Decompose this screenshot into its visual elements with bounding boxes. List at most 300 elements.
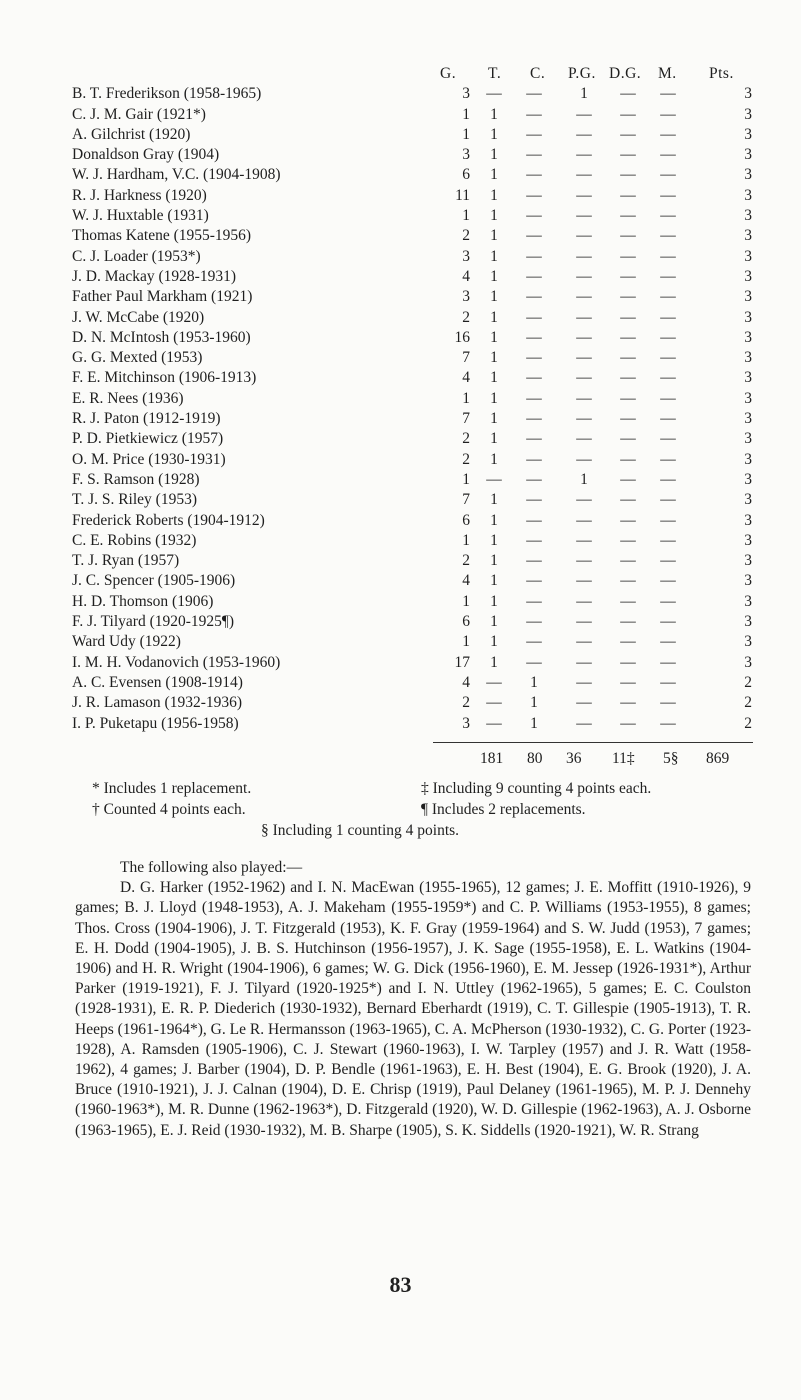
stat-t: 1 <box>490 491 498 509</box>
stat-dg: — <box>620 308 636 326</box>
stat-t: 1 <box>490 125 498 143</box>
table-row <box>72 429 762 449</box>
stat-pts: 3 <box>744 613 752 631</box>
player-name: G. G. Mexted (1953) <box>72 349 203 367</box>
table-row <box>72 592 762 612</box>
stat-c: — <box>526 613 542 631</box>
table-row <box>72 348 762 368</box>
player-name: O. M. Price (1930-1931) <box>72 450 226 468</box>
stat-m: — <box>660 349 676 367</box>
stat-dg: — <box>620 105 636 123</box>
stat-c: — <box>526 491 542 509</box>
stat-dg: — <box>620 592 636 610</box>
table-body <box>72 84 762 734</box>
stat-g: 2 <box>462 552 470 570</box>
stat-m: — <box>660 105 676 123</box>
player-name: D. N. McIntosh (1953-1960) <box>72 328 251 346</box>
stat-dg: — <box>620 410 636 428</box>
stat-pg: — <box>576 410 592 428</box>
stat-g: 1 <box>462 389 470 407</box>
stat-m: — <box>660 694 676 712</box>
stat-dg: — <box>620 491 636 509</box>
stat-pg: — <box>576 552 592 570</box>
player-name: Father Paul Markham (1921) <box>72 288 253 306</box>
stat-c: — <box>526 389 542 407</box>
table-row <box>72 531 762 551</box>
player-name: Donaldson Gray (1904) <box>72 146 220 164</box>
stat-t: 1 <box>490 450 498 468</box>
stat-m: — <box>660 125 676 143</box>
stat-pg: — <box>576 694 592 712</box>
stat-pts: 3 <box>744 491 752 509</box>
stat-g: 4 <box>462 673 470 691</box>
stat-t: 1 <box>490 186 498 204</box>
player-stats-table <box>72 64 762 734</box>
stat-pts: 3 <box>744 369 752 387</box>
stat-c: 1 <box>530 714 538 732</box>
stat-m: — <box>660 166 676 184</box>
table-row <box>72 490 762 510</box>
table-row <box>72 308 762 328</box>
stat-pg: — <box>576 186 592 204</box>
stat-g: 3 <box>462 247 470 265</box>
stat-g: 3 <box>462 714 470 732</box>
stat-dg: — <box>620 653 636 671</box>
stat-pg: — <box>576 430 592 448</box>
stat-pts: 3 <box>744 430 752 448</box>
player-name: H. D. Thomson (1906) <box>72 592 214 610</box>
stat-g: 3 <box>462 288 470 306</box>
stat-t: 1 <box>490 227 498 245</box>
stat-g: 6 <box>462 166 470 184</box>
stat-pts: 3 <box>744 85 752 103</box>
stat-pts: 3 <box>744 186 752 204</box>
col-header-pg: P.G. <box>568 65 596 82</box>
player-name: P. D. Pietkiewicz (1957) <box>72 430 224 448</box>
stat-g: 6 <box>462 511 470 529</box>
stat-dg: — <box>620 511 636 529</box>
stat-pts: 3 <box>744 511 752 529</box>
table-row <box>72 206 762 226</box>
stat-g: 2 <box>462 450 470 468</box>
stat-t: 1 <box>490 166 498 184</box>
table-row <box>72 673 762 693</box>
stat-t: 1 <box>490 389 498 407</box>
player-name: R. J. Harkness (1920) <box>72 186 207 204</box>
stat-g: 1 <box>462 125 470 143</box>
stat-t: — <box>486 85 502 103</box>
stat-m: — <box>660 613 676 631</box>
stat-c: — <box>526 470 542 488</box>
stat-m: — <box>660 592 676 610</box>
stat-m: — <box>660 207 676 225</box>
footnote-ddagger: ‡ Including 9 counting 4 points each. <box>421 780 652 797</box>
stat-m: — <box>660 552 676 570</box>
stat-dg: — <box>620 714 636 732</box>
also-played-section <box>75 858 751 1141</box>
table-row <box>72 571 762 591</box>
stat-t: 1 <box>490 531 498 549</box>
stat-g: 2 <box>462 694 470 712</box>
stat-pts: 3 <box>744 227 752 245</box>
stat-g: 4 <box>462 267 470 285</box>
stat-t: 1 <box>490 552 498 570</box>
stat-dg: — <box>620 227 636 245</box>
stat-c: — <box>526 125 542 143</box>
stat-m: — <box>660 511 676 529</box>
stat-dg: — <box>620 450 636 468</box>
stat-pts: 3 <box>744 410 752 428</box>
total-pg: 36 <box>566 750 582 767</box>
stat-pg: — <box>576 633 592 651</box>
stat-c: — <box>526 369 542 387</box>
table-row <box>72 612 762 632</box>
stat-pg: — <box>576 389 592 407</box>
stat-m: — <box>660 653 676 671</box>
stat-t: 1 <box>490 369 498 387</box>
table-row <box>72 409 762 429</box>
stat-dg: — <box>620 552 636 570</box>
stat-t: 1 <box>490 308 498 326</box>
stat-pts: 3 <box>744 572 752 590</box>
stat-pg: — <box>576 207 592 225</box>
player-name: C. E. Robins (1932) <box>72 531 197 549</box>
stat-dg: — <box>620 267 636 285</box>
stat-pg: — <box>576 511 592 529</box>
stat-g: 7 <box>462 349 470 367</box>
stat-dg: — <box>620 531 636 549</box>
stat-pts: 3 <box>744 470 752 488</box>
stat-c: — <box>526 430 542 448</box>
stat-pts: 3 <box>744 349 752 367</box>
player-name: T. J. S. Riley (1953) <box>72 491 197 509</box>
stat-dg: — <box>620 186 636 204</box>
player-name: W. J. Huxtable (1931) <box>72 207 209 225</box>
also-played-text: D. G. Harker (1952-1962) and I. N. MacEwan (1955-1965), 12 games; J. E. Moffitt (1910-1926), 9 games; B. J. Lloyd (1948-1953), A. J. Makeham (1955-1959*) and C. P. Williams (1953-1955), 8 games; Thos. Cross (1904-1906), J. T. Fitzgerald (1953), K. F. Gray (1959-1964) and S. W. Judd (1953), 7 games; E. H. Dodd (1904-1905), J. B. S. Hutchinson (1956-1957), J. K. Sage (1955-1958), E. L. Watkins (1904-1906) and H. R. Wright (1904-1906), 6 games; W. G. Dick (1956-1960), E. M. Jessep (1926-1931*), Arthur Parker (1919-1921), F. J. Tilyard (1920-1925*) and I. N. Uttley (1962-1965), 5 games; E. C. Coulston (1928-1931), E. R. P. Diederich (1930-1932), Bernard Eberhardt (1919), C. T. Gillespie (1905-1913), T. R. Heeps (1961-1964*), G. Le R. Hermansson (1963-1965), C. A. McPherson (1930-1932), C. G. Porter (1923-1928), A. Ramsden (1905-1906), C. J. Stewart (1960-1963), I. W. Tarpley (1957) and J. R. Watt (1958-1962), 4 games; J. Barber (1904), D. P. Bendle (1961-1963), E. H. Best (1904), E. G. Brook (1920), J. A. Bruce (1910-1921), J. J. Calnan (1904), D. E. Chrisp (1919), Paul Delaney (1961-1965), M. P. J. Dennehy (1960-1963*), M. R. Dunne (1962-1963*), D. Fitzgerald (1920), W. D. Gillespie (1962-1963), A. J. Osborne (1963-1965), E. J. Reid (1930-1932), M. B. Sharpe (1905), S. K. Siddells (1920-1921), W. R. Strang <box>75 879 751 1139</box>
stat-pg: — <box>576 450 592 468</box>
stat-t: 1 <box>490 105 498 123</box>
stat-m: — <box>660 328 676 346</box>
total-m: 5§ <box>663 750 679 767</box>
stat-pts: 3 <box>744 552 752 570</box>
player-name: F. E. Mitchinson (1906-1913) <box>72 369 257 387</box>
stat-pg: — <box>576 592 592 610</box>
stat-dg: — <box>620 633 636 651</box>
stat-pts: 3 <box>744 389 752 407</box>
stat-g: 17 <box>454 653 470 671</box>
stat-m: — <box>660 146 676 164</box>
stat-g: 4 <box>462 369 470 387</box>
player-name: I. M. H. Vodanovich (1953-1960) <box>72 653 281 671</box>
player-name: Thomas Katene (1955-1956) <box>72 227 252 245</box>
stat-m: — <box>660 450 676 468</box>
stat-m: — <box>660 227 676 245</box>
stat-m: — <box>660 531 676 549</box>
stat-g: 16 <box>454 328 470 346</box>
stat-c: — <box>526 308 542 326</box>
stat-pg: — <box>576 349 592 367</box>
stat-dg: — <box>620 470 636 488</box>
stat-pts: 3 <box>744 247 752 265</box>
stat-g: 1 <box>462 470 470 488</box>
stat-dg: — <box>620 328 636 346</box>
stat-c: — <box>526 572 542 590</box>
player-name: R. J. Paton (1912-1919) <box>72 410 221 428</box>
total-dg: 11‡ <box>612 750 635 767</box>
stat-pg: — <box>576 328 592 346</box>
stat-pg: — <box>576 572 592 590</box>
col-header-c: C. <box>530 65 546 82</box>
footnote-star: * Includes 1 replacement. <box>92 780 252 797</box>
player-name: E. R. Nees (1936) <box>72 389 184 407</box>
player-name: C. J. Loader (1953*) <box>72 247 201 265</box>
table-row <box>72 165 762 185</box>
stat-t: — <box>486 714 502 732</box>
stat-t: 1 <box>490 653 498 671</box>
table-row <box>72 653 762 673</box>
table-row <box>72 145 762 165</box>
stat-g: 1 <box>462 105 470 123</box>
col-header-m: M. <box>658 65 677 82</box>
table-row <box>72 226 762 246</box>
stat-g: 1 <box>462 531 470 549</box>
stat-m: — <box>660 308 676 326</box>
also-played-intro: The following also played:— <box>120 859 303 876</box>
stat-m: — <box>660 673 676 691</box>
stat-m: — <box>660 389 676 407</box>
player-name: J. C. Spencer (1905-1906) <box>72 572 236 590</box>
stat-c: — <box>526 247 542 265</box>
table-header <box>72 64 762 84</box>
stat-pts: 3 <box>744 653 752 671</box>
player-name: W. J. Hardham, V.C. (1904-1908) <box>72 166 281 184</box>
footnote-pilcrow: ¶ Includes 2 replacements. <box>421 801 586 818</box>
stat-t: — <box>486 470 502 488</box>
table-row <box>72 389 762 409</box>
table-row <box>72 247 762 267</box>
table-row <box>72 186 762 206</box>
stat-g: 2 <box>462 227 470 245</box>
stat-t: 1 <box>490 349 498 367</box>
stat-m: — <box>660 247 676 265</box>
stat-g: 1 <box>462 207 470 225</box>
table-row <box>72 632 762 652</box>
stat-m: — <box>660 85 676 103</box>
stat-dg: — <box>620 389 636 407</box>
stat-pg: — <box>576 267 592 285</box>
stat-pts: 3 <box>744 166 752 184</box>
stat-g: 7 <box>462 491 470 509</box>
stat-pts: 3 <box>744 633 752 651</box>
stat-pts: 3 <box>744 288 752 306</box>
stat-pg: — <box>576 166 592 184</box>
col-header-g: G. <box>440 65 457 82</box>
stat-c: — <box>526 531 542 549</box>
stat-pts: 3 <box>744 207 752 225</box>
stat-g: 2 <box>462 430 470 448</box>
stat-c: — <box>526 552 542 570</box>
stat-dg: — <box>620 694 636 712</box>
player-name: J. D. Mackay (1928-1931) <box>72 267 237 285</box>
stat-pts: 2 <box>744 673 752 691</box>
col-header-dg: D.G. <box>609 65 642 82</box>
stat-g: 7 <box>462 410 470 428</box>
stat-dg: — <box>620 288 636 306</box>
footnote-dagger: † Counted 4 points each. <box>92 801 246 818</box>
stat-c: — <box>526 166 542 184</box>
stat-g: 4 <box>462 572 470 590</box>
stat-pts: 3 <box>744 531 752 549</box>
stat-dg: — <box>620 369 636 387</box>
stat-pts: 3 <box>744 450 752 468</box>
stat-g: 3 <box>462 146 470 164</box>
stat-c: — <box>526 186 542 204</box>
table-row <box>72 693 762 713</box>
totals-rule <box>433 742 753 743</box>
stat-pg: 1 <box>580 470 588 488</box>
table-row <box>72 714 762 734</box>
stat-dg: — <box>620 673 636 691</box>
table-row <box>72 105 762 125</box>
table-row <box>72 84 762 104</box>
page-number: 83 <box>389 1272 412 1297</box>
stat-m: — <box>660 470 676 488</box>
stat-t: 1 <box>490 592 498 610</box>
stat-pts: 3 <box>744 146 752 164</box>
col-header-t: T. <box>488 65 502 82</box>
stat-c: 1 <box>530 694 538 712</box>
stat-t: 1 <box>490 410 498 428</box>
player-name: J. R. Lamason (1932-1936) <box>72 694 243 712</box>
stat-m: — <box>660 714 676 732</box>
stat-pg: — <box>576 714 592 732</box>
stat-c: — <box>526 349 542 367</box>
stat-dg: — <box>620 247 636 265</box>
table-row <box>72 450 762 470</box>
total-c: 80 <box>527 750 543 767</box>
stat-pg: — <box>576 653 592 671</box>
stat-g: 3 <box>462 85 470 103</box>
total-pts: 869 <box>706 750 730 767</box>
stat-pg: — <box>576 227 592 245</box>
stat-dg: — <box>620 572 636 590</box>
stat-dg: — <box>620 125 636 143</box>
col-header-pts: Pts. <box>709 65 734 82</box>
stat-pg: — <box>576 369 592 387</box>
table-row <box>72 287 762 307</box>
table-row <box>72 511 762 531</box>
stat-c: — <box>526 450 542 468</box>
stat-m: — <box>660 267 676 285</box>
stat-t: 1 <box>490 613 498 631</box>
stat-dg: — <box>620 207 636 225</box>
stat-g: 2 <box>462 308 470 326</box>
stat-c: — <box>526 592 542 610</box>
stat-m: — <box>660 410 676 428</box>
player-name: B. T. Frederikson (1958-1965) <box>72 85 262 103</box>
stat-pg: — <box>576 531 592 549</box>
stat-m: — <box>660 430 676 448</box>
stat-g: 6 <box>462 613 470 631</box>
stat-t: 1 <box>490 430 498 448</box>
stat-pts: 3 <box>744 267 752 285</box>
stat-dg: — <box>620 146 636 164</box>
stat-m: — <box>660 633 676 651</box>
stat-pg: — <box>576 491 592 509</box>
total-t: 181 <box>480 750 504 767</box>
stat-t: 1 <box>490 207 498 225</box>
stat-pg: — <box>576 288 592 306</box>
stat-pts: 3 <box>744 592 752 610</box>
player-name: I. P. Puketapu (1956-1958) <box>72 714 239 732</box>
table-row <box>72 328 762 348</box>
stat-pts: 3 <box>744 308 752 326</box>
table-row <box>72 125 762 145</box>
stat-t: 1 <box>490 633 498 651</box>
stat-c: — <box>526 288 542 306</box>
stat-c: — <box>526 146 542 164</box>
footnote-section: § Including 1 counting 4 points. <box>261 822 460 839</box>
stat-pts: 3 <box>744 125 752 143</box>
stat-m: — <box>660 491 676 509</box>
stat-c: 1 <box>530 673 538 691</box>
player-name: F. S. Ramson (1928) <box>72 470 200 488</box>
stat-g: 1 <box>462 633 470 651</box>
stat-dg: — <box>620 85 636 103</box>
stat-pg: — <box>576 673 592 691</box>
stat-c: — <box>526 227 542 245</box>
stat-c: — <box>526 633 542 651</box>
stat-c: — <box>526 653 542 671</box>
stat-t: — <box>486 673 502 691</box>
stat-m: — <box>660 369 676 387</box>
player-name: Frederick Roberts (1904-1912) <box>72 511 265 529</box>
stat-pg: 1 <box>580 85 588 103</box>
stat-pg: — <box>576 105 592 123</box>
player-name: Ward Udy (1922) <box>72 633 181 651</box>
stat-m: — <box>660 572 676 590</box>
table-row <box>72 368 762 388</box>
stat-c: — <box>526 207 542 225</box>
stat-t: 1 <box>490 572 498 590</box>
stat-dg: — <box>620 166 636 184</box>
stat-t: 1 <box>490 247 498 265</box>
stat-t: 1 <box>490 511 498 529</box>
stat-pg: — <box>576 146 592 164</box>
table-row <box>72 470 762 490</box>
table-row <box>72 551 762 571</box>
stat-pg: — <box>576 125 592 143</box>
player-name: J. W. McCabe (1920) <box>72 308 205 326</box>
player-name: T. J. Ryan (1957) <box>72 552 180 570</box>
stat-c: — <box>526 410 542 428</box>
stat-pg: — <box>576 613 592 631</box>
stat-c: — <box>526 511 542 529</box>
player-name: A. Gilchrist (1920) <box>72 125 191 143</box>
stat-c: — <box>526 267 542 285</box>
stat-pts: 2 <box>744 694 752 712</box>
stat-c: — <box>526 105 542 123</box>
stat-pts: 3 <box>744 328 752 346</box>
stat-g: 1 <box>462 592 470 610</box>
stat-t: 1 <box>490 328 498 346</box>
stat-t: — <box>486 694 502 712</box>
player-name: A. C. Evensen (1908-1914) <box>72 673 243 691</box>
player-name: C. J. M. Gair (1921*) <box>72 105 206 123</box>
stat-g: 11 <box>455 186 470 204</box>
stat-t: 1 <box>490 288 498 306</box>
table-row <box>72 267 762 287</box>
